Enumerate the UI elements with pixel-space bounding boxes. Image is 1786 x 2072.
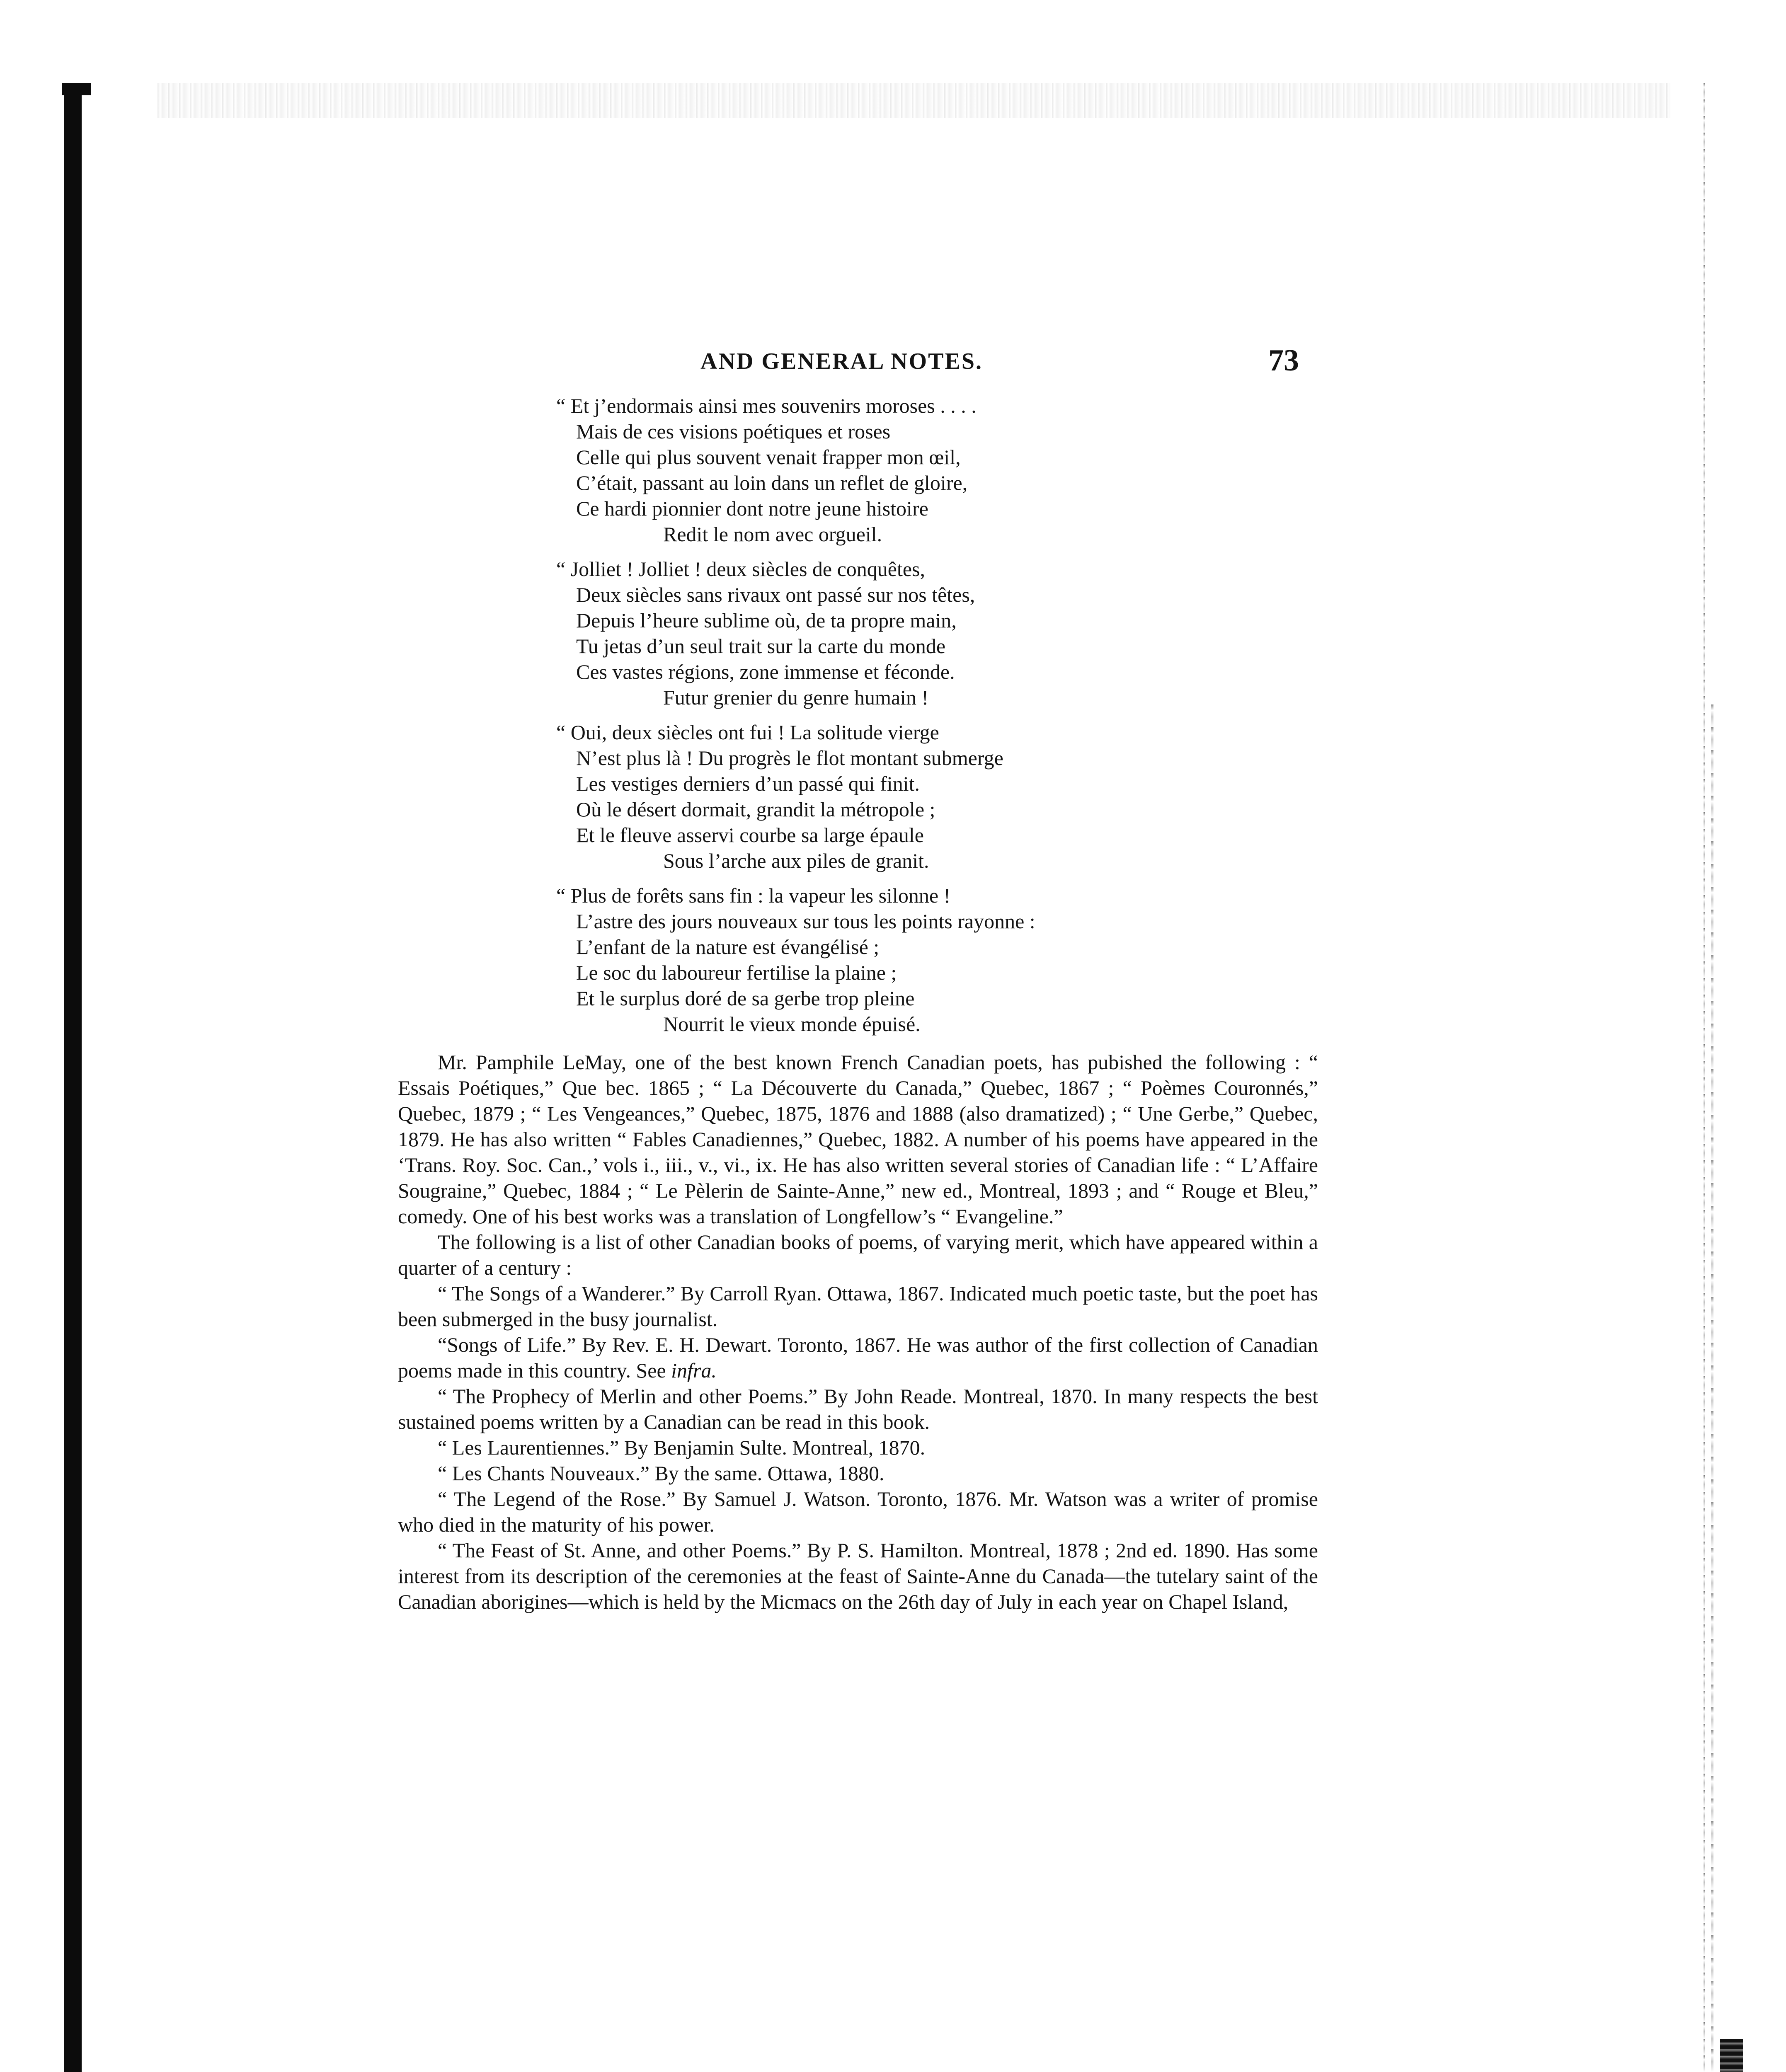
poem-line: Depuis l’heure sublime où, de ta propre main, bbox=[576, 609, 957, 632]
entry-prophecy-of-merlin: “ The Prophecy of Merlin and other Poems.” By John Reade. Montreal, 1870. In many respects the best sustained poems written by a Canadian can be read in this book. bbox=[398, 1385, 1318, 1433]
paragraph-lemay: Mr. Pamphile LeMay, one of the best known French Canadian poets, has pubished the following : “ Essais Poétiques,” Que bec. 1865 ; “ La Découverte du Canada,” Quebec, 1867 ; “ Poèmes Couronnés,” Quebec, 1879 ; “ Les Vengeances,” Quebec, 1875, 1876 and 1888 (also dramatized) ; “ Une Gerbe,” Quebec, 1879. He has also written “ Fables Canadiennes,” Quebec, 1882. A number of his poems have appeared in the ‘Trans. Roy. Soc. Can.,’ vols i., iii., v., vi., ix. He has also written several stories of Canadian life : “ L’Affaire Sougraine,” Quebec, 1884 ; “ Le Pèlerin de Sainte-Anne,” new ed., Montreal, 1893 ; and “ Rouge et Bleu,” comedy. One of his best works was a translation of Longfellow’s “ Evangeline.” bbox=[398, 1051, 1318, 1228]
entry-legend-of-the-rose: “ The Legend of the Rose.” By Samuel J. Watson. Toronto, 1876. Mr. Watson was a writer of promise who died in the maturity of his power. bbox=[398, 1487, 1318, 1536]
poem bbox=[556, 393, 1318, 1037]
poem-line: Ces vastes régions, zone immense et féconde. bbox=[576, 660, 955, 683]
paragraph-list-intro: The following is a list of other Canadian books of poems, of varying merit, which have appeared within a quarter of a century : bbox=[398, 1230, 1318, 1279]
poem-stanza bbox=[556, 719, 1318, 874]
poem-line: L’astre des jours nouveaux sur tous les points rayonne : bbox=[576, 910, 1035, 933]
scan-binding-edge bbox=[64, 85, 82, 2072]
poem-line: Nourrit le vieux monde épuisé. bbox=[663, 1012, 921, 1036]
entry-songs-of-life bbox=[398, 1332, 1318, 1383]
poem-line: Et le surplus doré de sa gerbe trop pleine bbox=[576, 987, 915, 1010]
scan-right-edge-shadow bbox=[1711, 704, 1713, 2072]
poem-line: Celle qui plus souvent venait frapper mon œil, bbox=[576, 445, 961, 469]
poem-line: Futur grenier du genre humain ! bbox=[663, 686, 929, 709]
poem-line: “ Et j’endormais ainsi mes souvenirs moroses . . . . bbox=[556, 394, 977, 417]
poem-line: “ Plus de forêts sans fin : la vapeur les silonne ! bbox=[556, 884, 951, 907]
scan-corner-artifact bbox=[1720, 2039, 1743, 2072]
poem-line: Redit le nom avec orgueil. bbox=[663, 523, 882, 546]
scan-top-noise bbox=[158, 83, 1670, 118]
poem-line: C’était, passant au loin dans un reflet de gloire, bbox=[576, 471, 968, 494]
running-head bbox=[398, 340, 1318, 385]
poem-line: Les vestiges derniers d’un passé qui finit. bbox=[576, 772, 920, 795]
scan-right-edge bbox=[1704, 83, 1705, 2072]
prose-notes bbox=[398, 1049, 1318, 1615]
entry-songs-of-a-wanderer: “ The Songs of a Wanderer.” By Carroll Ryan. Ottawa, 1867. Indicated much poetic taste, but the poet has been submerged in the busy journalist. bbox=[398, 1282, 1318, 1331]
book-page bbox=[398, 340, 1318, 1615]
entry-les-laurentiennes: “ Les Laurentiennes.” By Benjamin Sulte. Montreal, 1870. bbox=[438, 1436, 926, 1459]
poem-stanza bbox=[556, 556, 1318, 710]
poem-line: Deux siècles sans rivaux ont passé sur nos têtes, bbox=[576, 583, 975, 606]
entry-feast-of-st-anne: “ The Feast of St. Anne, and other Poems.” By P. S. Hamilton. Montreal, 1878 ; 2nd ed. 1890. Has some interest from its description of the ceremonies at the feast of Sainte-Anne du Canada—the tutelary saint of the Canadian aborigines—which is held by the Micmacs on the 26th day of July in each year on Chapel Island, bbox=[398, 1539, 1318, 1613]
poem-stanza bbox=[556, 393, 1318, 547]
poem-line: Le soc du laboureur fertilise la plaine ; bbox=[576, 961, 897, 984]
poem-line: L’enfant de la nature est évangélisé ; bbox=[576, 935, 880, 959]
poem-line: Ce hardi pionnier dont notre jeune histoire bbox=[576, 497, 928, 520]
poem-stanza bbox=[556, 883, 1318, 1037]
poem-line: Où le désert dormait, grandit la métropole ; bbox=[576, 798, 935, 821]
poem-line: “ Oui, deux siècles ont fui ! La solitude vierge bbox=[556, 721, 939, 744]
entry-les-chants-nouveaux: “ Les Chants Nouveaux.” By the same. Ottawa, 1880. bbox=[438, 1462, 885, 1485]
cross-reference: infra. bbox=[671, 1359, 717, 1382]
poem-line: Et le fleuve asservi courbe sa large épaule bbox=[576, 823, 924, 847]
poem-line: “ Jolliet ! Jolliet ! deux siècles de conquêtes, bbox=[556, 557, 926, 581]
poem-line: Tu jetas d’un seul trait sur la carte du monde bbox=[576, 634, 946, 658]
page-number: 73 bbox=[1268, 344, 1299, 378]
entry-songs-of-life-text: “Songs of Life.” By Rev. E. H. Dewart. Toronto, 1867. He was author of the first collection of Canadian poems made in this country. See bbox=[398, 1333, 1318, 1382]
running-title: AND GENERAL NOTES. bbox=[700, 349, 983, 374]
poem-line: Sous l’arche aux piles de granit. bbox=[663, 849, 929, 872]
poem-line: Mais de ces visions poétiques et roses bbox=[576, 420, 891, 443]
poem-line: N’est plus là ! Du progrès le flot montant submerge bbox=[576, 746, 1003, 770]
